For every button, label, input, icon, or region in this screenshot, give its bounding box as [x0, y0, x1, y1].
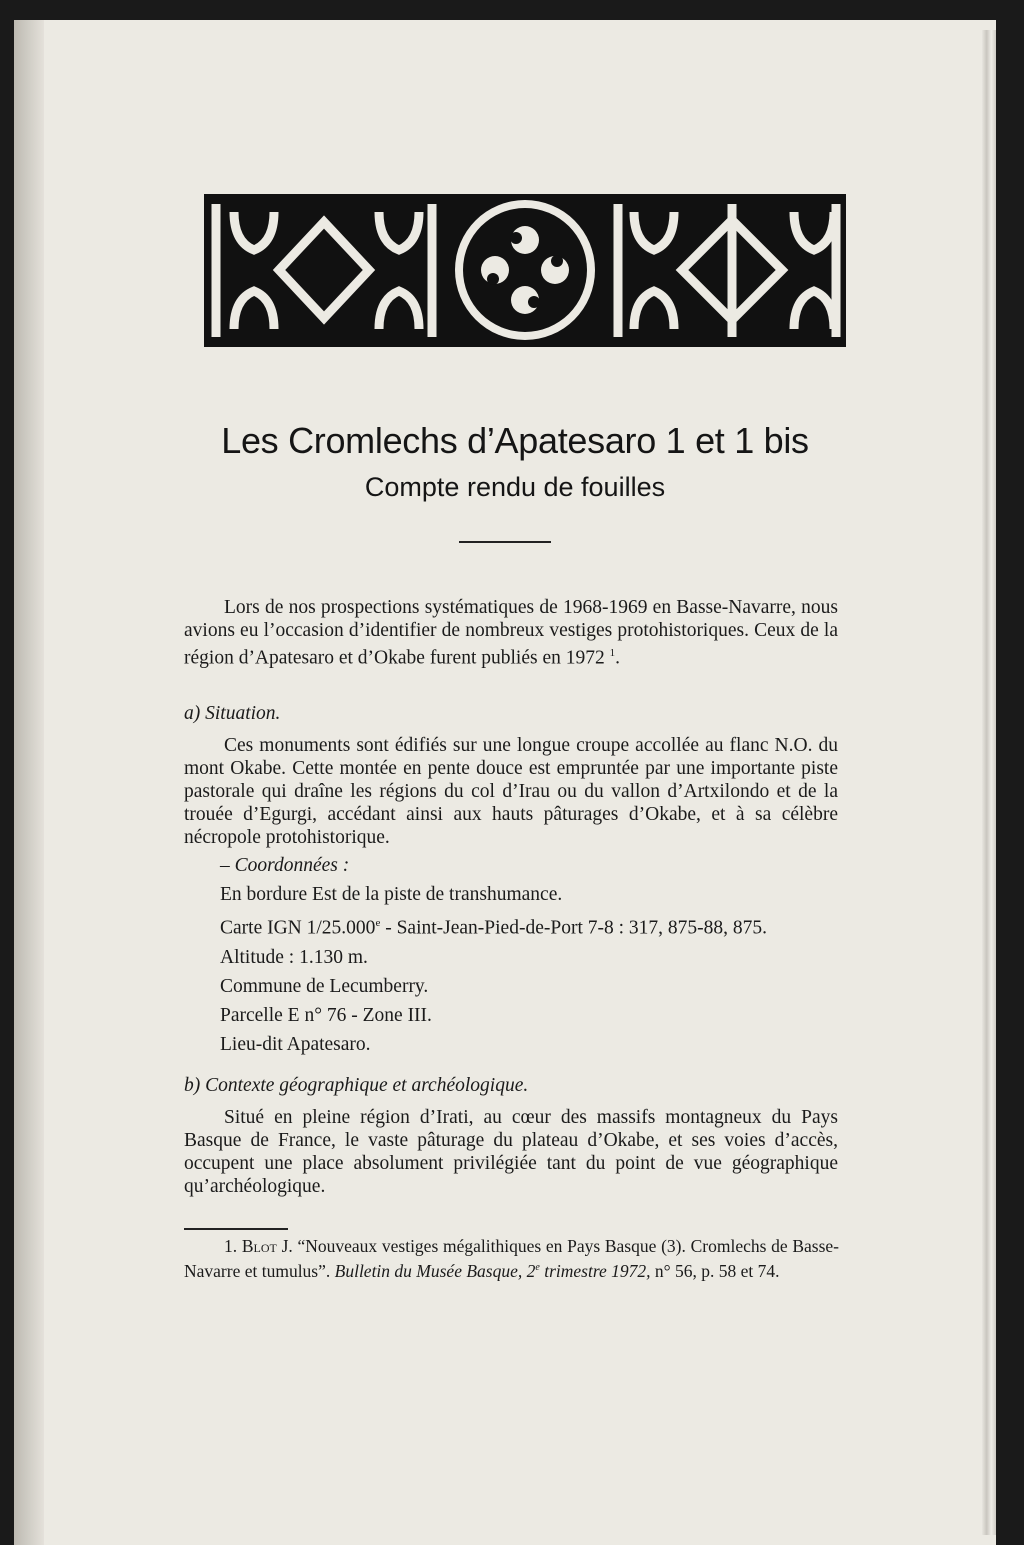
coordinates-place: Lieu-dit Apatesaro. [220, 1033, 371, 1055]
map-superscript: e [375, 917, 381, 929]
footnote-reference: 1 [609, 647, 616, 659]
footnote-author-initial: B [241, 1236, 254, 1256]
section-a-paragraph [184, 734, 838, 849]
coordinates-altitude: Altitude : 1.130 m. [220, 946, 368, 968]
title-divider [459, 541, 551, 543]
footnote-title: “Nouveaux vestiges mégalithiques en Pays Basque (3). Cromlechs de Basse-Navarre et tumulus”. [184, 1236, 840, 1281]
footnote-author-suffix: J. [276, 1236, 293, 1256]
page-gutter [14, 20, 44, 1545]
footnote [184, 1235, 839, 1282]
section-b-paragraph [184, 1106, 838, 1198]
section-a-heading: a) Situation. [184, 703, 281, 724]
footnote-journal: Bulletin du Musée Basque, 2 [330, 1260, 536, 1281]
coordinates-list [220, 854, 840, 1062]
coordinates-parcel: Parcelle E n° 76 - Zone III. [220, 1004, 432, 1026]
map-reference-rest: - Saint-Jean-Pied-de-Port 7-8 : 317, 875-88, 875. [380, 917, 768, 939]
article-title: Les Cromlechs d’Apatesaro 1 et 1 bis [221, 420, 809, 461]
footnote-number: 1. [224, 1236, 238, 1256]
coordinates-map [220, 912, 840, 940]
footnote-journal-superscript: e [535, 1262, 540, 1273]
footnote-author: lot [253, 1236, 277, 1256]
map-reference: Carte IGN 1/25.000 [220, 917, 376, 939]
page-edge [982, 30, 996, 1535]
section-a-text: Ces monuments sont édifiés sur une longue croupe accollée au flanc N.O. du mont Okabe. Cette montée en pente douce est empruntée par une importante piste pastorale qui draîne les régions du col d’Irau ou du vallon d’Artxilondo et de la trouée d’Egurgi, accédant ainsi aux hauts pâturages d’Okabe, et à sa célèbre nécropole protohistorique. [184, 735, 838, 848]
footnote-divider [184, 1228, 288, 1230]
coordinates-commune: Commune de Lecumberry. [220, 975, 429, 997]
footnote-journal-rest: trimestre 1972, [539, 1260, 651, 1281]
footnote-pages: n° 56, p. 58 et 74. [650, 1260, 780, 1281]
intro-end: . [615, 647, 620, 669]
article-subtitle: Compte rendu de fouilles [364, 472, 666, 502]
intro-paragraph [184, 596, 838, 670]
section-b-text: Situé en pleine région d’Irati, au cœur des massifs montagneux du Pays Basque de France, le vaste pâturage du plateau d’Okabe, et ses voies d’accès, occupent une place absolument privilégiée tant du point de vue géographique qu’archéologique. [184, 1107, 838, 1197]
intro-text: Lors de nos prospections systématiques de 1968-1969 en Basse-Navarre, nous avions eu l’occasion d’identifier de nombreux vestiges protohistoriques. Ceux de la région d’Apatesaro et d’Okabe furent publiés en 1972 [184, 597, 838, 669]
section-b-heading: b) Contexte géographique et archéologique. [184, 1075, 529, 1096]
basque-ornament-banner-icon [204, 194, 846, 347]
book-page [14, 20, 996, 1545]
coordinates-heading: – Coordonnées : [220, 855, 350, 876]
coordinates-border: En bordure Est de la piste de transhumance. [220, 884, 563, 905]
